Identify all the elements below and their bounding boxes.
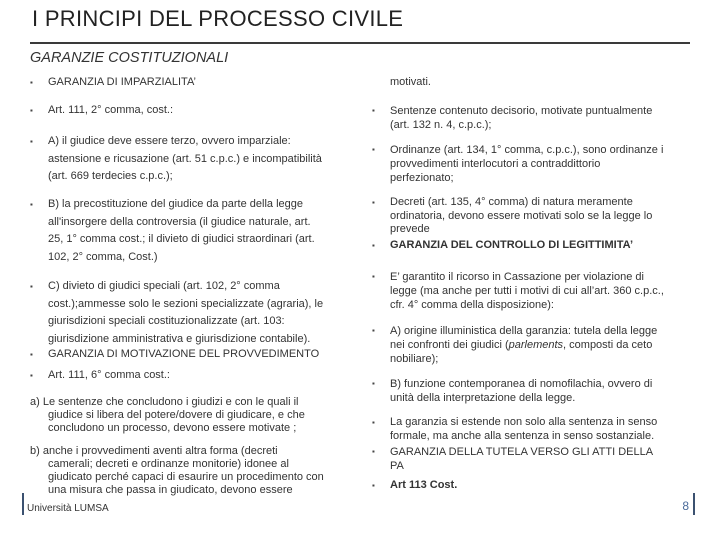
- bullet-giudici-speciali: [30, 278, 360, 348]
- square-bullet-icon: ▪: [372, 198, 375, 207]
- bullet-line: nei confronti dei giudici (parlements, composti da ceto: [390, 339, 653, 351]
- bullet-line: cost.);ammesse solo le sezioni specializzate (agraria), le: [48, 297, 324, 310]
- bullet-line: all'insorgere della controversia (il giudice naturale, art.: [48, 215, 311, 228]
- bullet-line: unità della interpretazione della legge.: [390, 392, 576, 404]
- page-number: 8: [682, 499, 689, 513]
- bullet-text: GARANZIA DI IMPARZIALITA’: [48, 76, 196, 88]
- paragraph-line: giudice si libera del potere/dovere di giudicare, e che: [48, 409, 305, 421]
- bullet-art111-c2: [30, 103, 360, 119]
- bullet-line: nobiliare);: [390, 353, 439, 365]
- bullet-estensione: [372, 416, 692, 443]
- bullet-line: 102, 2° comma, Cost.): [48, 250, 158, 263]
- bullet-line: E’ garantito il ricorso in Cassazione per violazione di: [390, 271, 644, 283]
- bullet-imparzialita: [30, 75, 360, 91]
- bullet-line: legge (ma anche per tutti i motivi di cui all’art. 360 c.p.c.,: [390, 285, 664, 297]
- paragraph-line: camerali; decreti e ordinanze monitorie) idonee al: [48, 458, 289, 470]
- square-bullet-icon: ▪: [30, 106, 33, 115]
- footer-university: Università LUMSA: [27, 503, 109, 514]
- bullet-precostituzione: [30, 196, 360, 266]
- bullet-line: (art. 132 n. 4, c.p.c.);: [390, 119, 492, 131]
- paragraph-a: [30, 396, 360, 435]
- bullet-terzieta: [30, 133, 360, 186]
- title-divider: [30, 42, 690, 44]
- bullet-nomofilachia: [372, 377, 692, 405]
- bullet-line: A) il giudice deve essere terzo, ovvero imparziale:: [48, 135, 291, 147]
- square-bullet-icon: ▪: [372, 481, 375, 490]
- square-bullet-icon: ▪: [372, 418, 375, 427]
- square-bullet-icon: ▪: [30, 78, 33, 87]
- bullet-origine-illuministica: [372, 324, 692, 366]
- bullet-art111-c6: [30, 368, 360, 384]
- paragraph-line: giudicato perché capaci di esaurire un procedimento con: [48, 471, 324, 483]
- bullet-text: Art. 111, 6° comma cost.:: [48, 369, 170, 381]
- bullet-line: giurisdizione amministrativa e giurisdizione contabile).: [48, 332, 311, 345]
- paragraph-line: concludono un processo, devono essere motivate ;: [48, 422, 297, 434]
- bullet-line: GARANZIA DELLA TUTELA VERSO GLI ATTI DELLA: [390, 446, 654, 458]
- square-bullet-icon: ▪: [30, 371, 33, 380]
- footer-right-bar: [693, 493, 695, 515]
- square-bullet-icon: ▪: [30, 200, 33, 209]
- bullet-line: B) la precostituzione del giudice da parte della legge: [48, 198, 303, 210]
- slide-title: I PRINCIPI DEL PROCESSO CIVILE: [32, 6, 404, 31]
- bullet-art113: [372, 478, 692, 494]
- bullet-ordinanze: [372, 143, 692, 185]
- bullet-ricorso-cassazione: [372, 270, 692, 312]
- bullet-line: Sentenze contenuto decisorio, motivate puntualmente: [390, 105, 653, 117]
- square-bullet-icon: ▪: [30, 350, 33, 359]
- bullet-decreti: [372, 196, 692, 237]
- square-bullet-icon: ▪: [372, 326, 375, 335]
- bullet-motivazione: [30, 347, 360, 363]
- bullet-line: ordinatoria, devono essere motivati solo se la legge lo: [390, 209, 653, 222]
- square-bullet-icon: ▪: [372, 447, 375, 456]
- bullet-line: B) funzione contemporanea di nomofilachia, ovvero di: [390, 378, 653, 390]
- bullet-line: cfr. 4° comma della disposizione):: [390, 299, 554, 311]
- square-bullet-icon: ▪: [372, 241, 375, 250]
- paragraph-line: a) Le sentenze che concludono i giudizi e con le quali il: [30, 396, 299, 408]
- bullet-line: 25, 1° comma cost.; il divieto di giudici straordinari (art.: [48, 233, 315, 245]
- bullet-line: A) origine illuministica della garanzia: tutela della legge: [390, 325, 658, 337]
- bullet-line: giurisdizioni speciali costituzionalizzate (art. 103:: [48, 315, 285, 327]
- footer-left-bar: [22, 493, 24, 515]
- bullet-text: Art 113 Cost.: [390, 479, 458, 491]
- slide-subtitle: GARANZIE COSTITUZIONALI: [30, 50, 229, 66]
- square-bullet-icon: ▪: [372, 379, 375, 388]
- bullet-line: Decreti (art. 135, 4° comma) di natura meramente: [390, 196, 633, 208]
- bullet-line: PA: [390, 460, 404, 472]
- bullet-text: Art. 111, 2° comma, cost.:: [48, 104, 174, 116]
- bullet-sentenze: [372, 104, 692, 132]
- bullet-line: C) divieto di giudici speciali (art. 102, 2° comma: [48, 280, 280, 292]
- bullet-text: GARANZIA DEL CONTROLLO DI LEGITTIMITA’: [390, 239, 634, 251]
- italic-term: parlements: [508, 339, 564, 351]
- continuation-motivati: [390, 75, 700, 91]
- paragraph-line: b) anche i provvedimenti aventi altra forma (decreti: [30, 445, 278, 457]
- bullet-line: (art. 669 terdecies c.p.c.);: [48, 170, 173, 182]
- bullet-line: perfezionato;: [390, 172, 454, 184]
- continuation-text: motivati.: [390, 76, 431, 88]
- bullet-line: Ordinanze (art. 134, 1° comma, c.p.c.), sono ordinanze i: [390, 144, 664, 156]
- bullet-line: astensione e ricusazione (art. 51 c.p.c.) e incompatibilità: [48, 152, 322, 165]
- bullet-line: provvedimenti interlocutori a contraddittorio: [390, 158, 601, 170]
- square-bullet-icon: ▪: [30, 137, 33, 146]
- bullet-text: GARANZIA DI MOTIVAZIONE DEL PROVVEDIMENTO: [48, 348, 320, 360]
- bullet-line: La garanzia si estende non solo alla sentenza in senso: [390, 416, 658, 428]
- square-bullet-icon: ▪: [30, 282, 33, 291]
- bullet-line: prevede: [390, 223, 430, 235]
- square-bullet-icon: ▪: [372, 145, 375, 154]
- paragraph-line: una misura che passa in giudicato, devono essere: [48, 484, 293, 496]
- bullet-tutela-pa: [372, 445, 692, 473]
- bullet-line: formale, ma anche alla sentenza in senso sostanziale.: [390, 429, 655, 442]
- paragraph-b: [30, 445, 360, 497]
- bullet-controllo-legittimita: [372, 238, 692, 254]
- square-bullet-icon: ▪: [372, 106, 375, 115]
- square-bullet-icon: ▪: [372, 272, 375, 281]
